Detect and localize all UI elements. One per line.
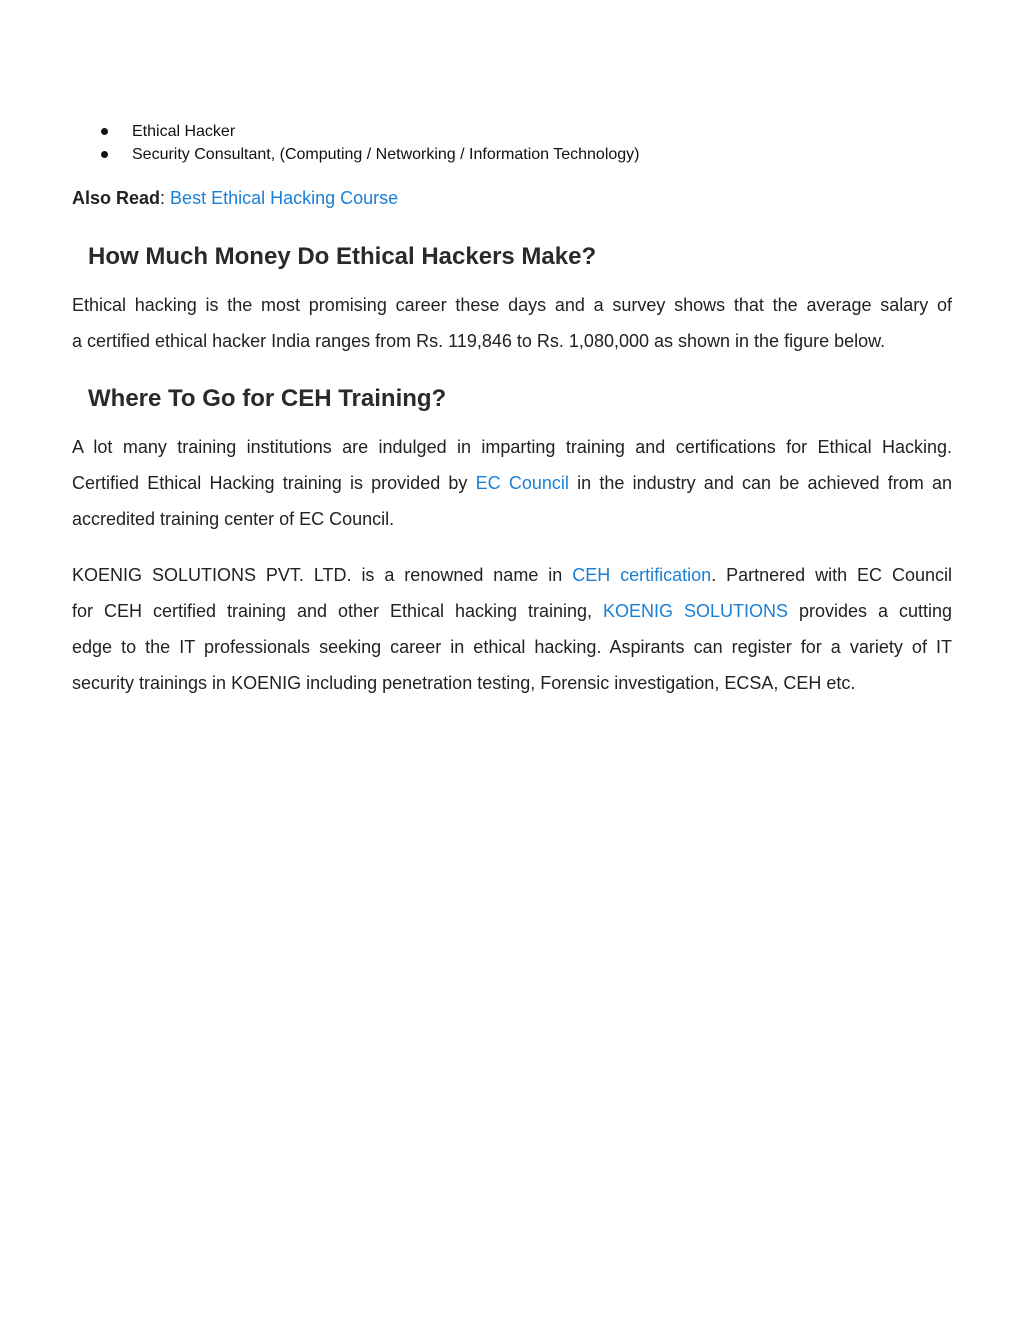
paragraph-line [72,557,952,593]
role-list [100,120,640,166]
bullet-icon [101,128,108,135]
koenig-solutions-link[interactable]: KOENIG SOLUTIONS [602,601,788,621]
list-item [100,143,640,166]
paragraph-line: accredited training center of EC Council. [72,509,395,529]
paragraph-line: edge to the IT professionals seeking career in ethical hacking. Aspirants can register for a variety of IT [72,637,952,657]
paragraph-line: a certified ethical hacker India ranges from Rs. 119,846 to Rs. 1,080,000 as shown in the figure below. [72,331,886,351]
paragraph-text: in the industry and can be achieved from an [568,473,953,493]
training-paragraph [72,429,952,537]
also-read-label: Also Read [72,188,161,208]
list-item-text: Ethical Hacker [132,123,236,140]
list-item [100,120,640,143]
best-ethical-hacking-course-link[interactable]: Best Ethical Hacking Course [170,188,399,208]
paragraph-line: security trainings in KOENIG including penetration testing, Forensic investigation, ECSA, CEH etc. [72,673,856,693]
paragraph-text: for CEH certified training and other Ethical hacking training, [72,601,603,621]
paragraph-text: provides a cutting [788,601,952,621]
paragraph-line [72,593,952,629]
section-heading-salary: How Much Money Do Ethical Hackers Make? [88,243,597,270]
ceh-certification-link[interactable]: CEH certification [572,565,712,585]
paragraph-text: KOENIG SOLUTIONS PVT. LTD. is a renowned name in [72,565,573,585]
salary-paragraph [72,287,952,359]
section-heading-training: Where To Go for CEH Training? [88,385,447,412]
paragraph-text: Certified Ethical Hacking training is provided by [72,473,476,493]
paragraph-text: . Partnered with EC Council [711,565,953,585]
koenig-paragraph [72,557,952,701]
paragraph-line: A lot many training institutions are indulged in imparting training and certifications for Ethical Hacking. [72,437,952,457]
paragraph-line: Ethical hacking is the most promising career these days and a survey shows that the average salary of [72,295,952,315]
ec-council-link[interactable]: EC Council [475,473,569,493]
bullet-icon [101,151,108,158]
paragraph-line [72,465,952,501]
also-read-separator: : [160,188,171,208]
also-read-line [72,186,398,210]
list-item-text: Security Consultant, (Computing / Networking / Information Technology) [132,146,640,163]
